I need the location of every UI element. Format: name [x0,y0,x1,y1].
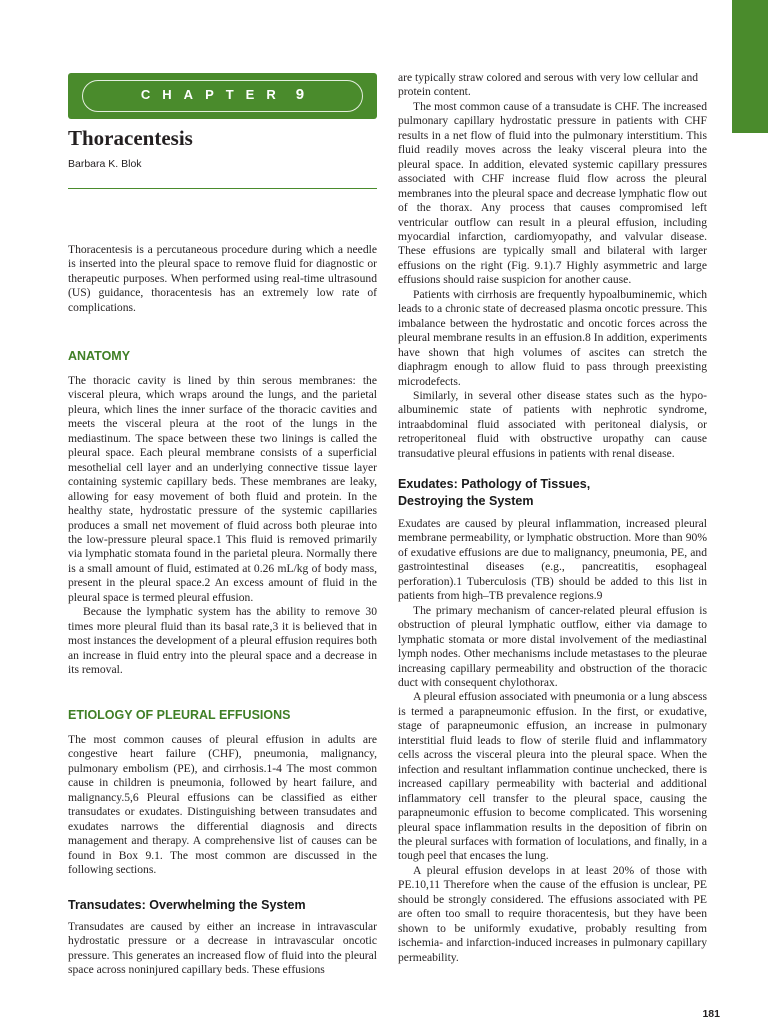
transudates-body-continued [398,71,707,461]
transudates-section [68,897,377,914]
exudates-paragraph-3: A pleural effusion associated with pneumonia or a lung abscess is termed a parapneumonic effusion. In the first, or exudative, stage of parapneumonic effusion, an increase in pulmonary interstitial fluid leads to flow of sterile fluid and inflammatory cells across the visceral pleura into the pleural space. When the infection and resultant inflammation continue unchecked, there is increased capillary permeability with bacterial and additional inflammatory cell transfer to the pleural space, causing the parapneumonic effusion to become complicated. This worsening pleural space inflammation results in the deposition of fibrin on the pleural surfaces with formation of loculations, and finally, in a tough peel that encases the lung. [398,690,707,863]
chapter-number: 9 [295,86,305,103]
intro-block [68,243,377,315]
exudates-paragraph-4: A pleural effusion develops in at least 20% of those with PE.10,11 Therefore when the cause of the effusion is unclear, PE should be strongly considered. The effusions associated with PE are often too small to require thoracentesis, but they have been shown to be uniformly exudative, probably resulting from ischemia- and infarction-induced increases in pulmonary capillary permeability. [398,863,707,964]
chapter-title: Thoracentesis [68,126,193,150]
exudates-section [398,476,707,510]
chapter-edge-tab [732,0,768,133]
anatomy-section [68,348,377,364]
anatomy-heading: ANATOMY [68,349,131,363]
chapter-label [68,86,377,103]
transudates-heading: Transudates: Overwhelming the System [68,898,306,912]
etiology-heading: ETIOLOGY OF PLEURAL EFFUSIONS [68,708,291,722]
transudates-body-start [68,920,377,978]
transudates-paragraph-1-start: Transudates are caused by either an increase in intravascular hydrostatic pressure or a decrease in intravascular oncotic pressure. This generates an increased flow of fluid into the pleural space across noninjured capillary beds. These effusions [68,920,377,977]
intro-paragraph: Thoracentesis is a percutaneous procedure during which a needle is inserted into the pleural space to remove fluid for diagnostic or therapeutic purposes. When performed using real-time ultrasound (US) guidance, thoracentesis has an extremely low rate of complications. [68,243,377,314]
transudates-paragraph-3: Patients with cirrhosis are frequently hypoalbuminemic, which leads to a chronic state of decreased plasma oncotic pressure. This imbalance between the hydrostatic and oncotic forces across the pleural membrane results in an effusion.8 In addition, experiments have shown that high volumes of ascites can stretch the diaphragm enough to allow fluid to pass through preexisting microdefects. [398,287,707,388]
etiology-body [68,733,377,878]
etiology-section [68,707,377,723]
exudates-paragraph-1: Exudates are caused by pleural inflammation, increased pleural membrane permeability, or lymphatic obstruction. More than 90% of exudative effusions are due to malignancy, pneumonia, PE, and gastrointestinal diseases (e.g., pancreatitis, esophageal perforation).1 Tuberculosis (TB) should be added to this list in patients from high–TB prevalence regions.9 [398,517,707,603]
page-number: 181 [702,1008,720,1020]
etiology-paragraph-1: The most common causes of pleural effusion in adults are congestive heart failure (CHF), pneumonia, malignancy, pulmonary embolism (PE), and cirrhosis.1-4 The most common cause in children is pneumonia, followed by heart failure, and malignancy.5,6 Pleural effusions can be classified as either transudates or exudates. Distinguishing between transudates and exudates narrows the differential diagnosis and directs management and therapy. A comprehensive list of causes can be found in Box 9.1. The most common are discussed in the following sections. [68,733,377,877]
transudates-paragraph-1-end: are typically straw colored and serous with very low cellular and protein content. [398,71,699,99]
exudates-heading-line-1: Exudates: Pathology of Tissues, [398,477,591,491]
anatomy-paragraph-1: The thoracic cavity is lined by thin serous membranes: the visceral pleura, which wraps around the lungs, and the parietal pleura, which lines the inner surface of the thoracic cavities and meets the visceral pleura at the root of the lungs in the mediastinum. The space between these two linings is called the pleural space. Each pleural membrane consists of a superficial mesothelial cell layer and an underlying connective tissue layer containing systemic capillary beds. These membranes are leaky, allowing for easy movement of both fluid and protein. In the healthy state, hydrostatic pressure of the systemic capillaries produces a small net movement of fluid across both pleurae into the low-pressure pleural space.1 This fluid is removed primarily via lymphatic stomata found in the parietal pleura. Normally there is a small amount of fluid, estimated at 0.26 mL/kg of body mass, present in the pleural space.2 An excess amount of fluid in the pleural space is termed pleural effusion. [68,374,377,604]
anatomy-paragraph-2: Because the lymphatic system has the ability to remove 30 times more pleural fluid than its basal rate,3 it is believed that in most instances the development of a pleural effusion requires both an increase in fluid entry into the pleural space and a decrease in its removal. [68,605,377,677]
exudates-heading-line-2: Destroying the System [398,494,534,508]
exudates-body [398,517,707,965]
transudates-paragraph-2: The most common cause of a transudate is CHF. The increased pulmonary capillary hydrostatic pressure in patients with CHF results in a net flow of fluid into the pulmonary interstitium. This fluid readily moves across the leaky visceral pleura into the pleural space. In addition, elevated systemic capillary pressures associated with CHF increase fluid flow across the pleural membranes into the pleural space and decrease lymphatic flow out of the thorax. Any process that causes compromised left ventricular outflow can result in a pleural effusion, including myocardial infarction, cardiomyopathy, and valvular disease. These effusions are typically small and bilateral with larger effusions on the right (Fig. 9.1).7 Highly asymmetric and large effusions should raise suspicion for another cause. [398,99,707,287]
chapter-author: Barbara K. Blok [68,158,142,170]
chapter-banner [68,73,377,119]
transudates-paragraph-4: Similarly, in several other disease states such as the hypo-albuminemic state of patients with nephrotic syndrome, intraabdominal fluid associated with peritoneal dialysis, or retroperitoneal fluid with obstructive uropathy can cause transudative pleural effusions in patients with renal disease. [398,388,707,460]
chapter-word: CHAPTER [140,87,288,102]
exudates-paragraph-2: The primary mechanism of cancer-related pleural effusion is obstruction of pleural lymphatic outflow, either via damage to lymphatic stomata or more distal involvement of the mediastinal lymph nodes. Other mechanisms include metastases to the pleurae increasing capillary permeability and obstruction of the thoracic duct with consequent chylothorax. [398,603,707,689]
anatomy-body [68,374,377,678]
title-divider [68,188,377,189]
